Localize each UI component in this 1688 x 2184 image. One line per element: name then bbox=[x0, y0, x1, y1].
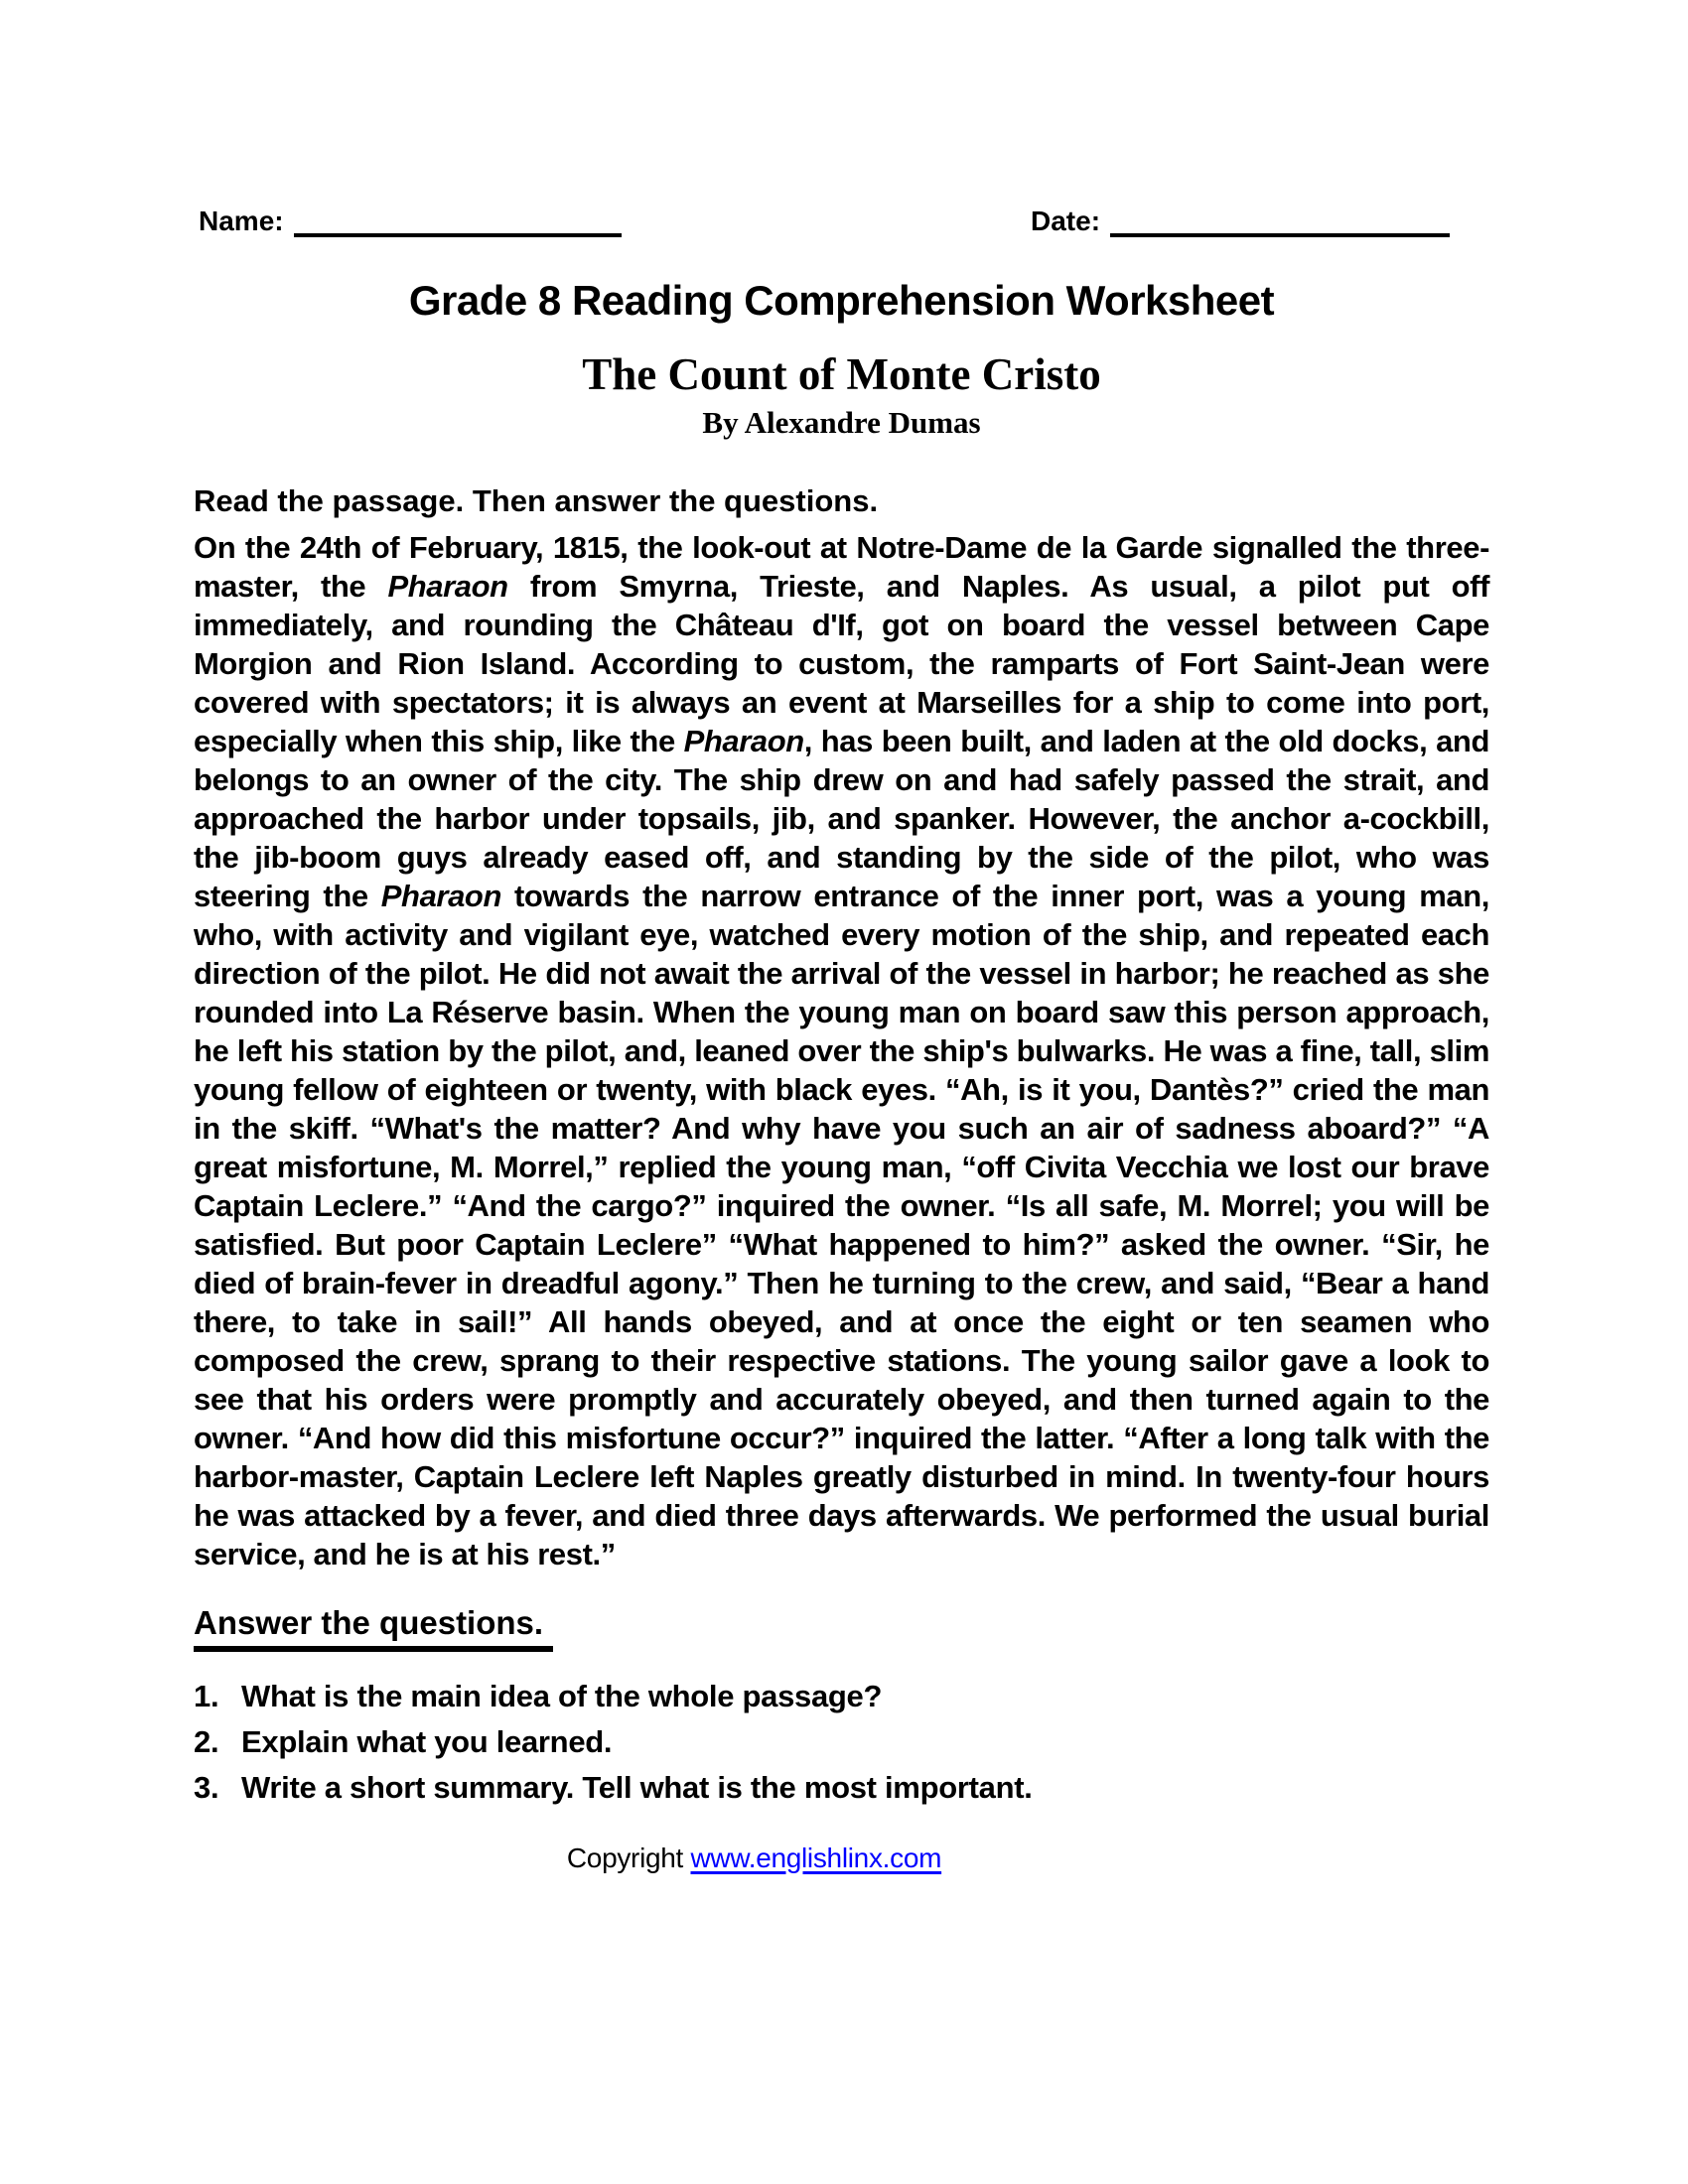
name-label: Name: bbox=[199, 205, 284, 236]
passage-segment: , has been built, and laden at the old docks, and belongs to an owner of the city. The ship drew on and had safely passed the strait, and approached the harbor under topsails, jib, and spanker. However, the anchor a-cockbill, the jib-boom guys already eased off, and standing by the side of the pilot, who was steering the bbox=[194, 723, 1489, 913]
answer-heading: Answer the questions. bbox=[194, 1603, 553, 1652]
worksheet-title: Grade 8 Reading Comprehension Worksheet bbox=[408, 277, 1275, 324]
question-item bbox=[194, 1678, 1489, 1715]
date-field-group bbox=[1031, 204, 1450, 237]
question-list bbox=[194, 1678, 1489, 1807]
question-number: 2. bbox=[194, 1723, 219, 1759]
passage-italic-term: Pharaon bbox=[683, 723, 804, 758]
footer bbox=[106, 1843, 1402, 1874]
passage-italic-term: Pharaon bbox=[387, 568, 508, 604]
question-number: 1. bbox=[194, 1678, 219, 1713]
passage-italic-term: Pharaon bbox=[380, 878, 501, 913]
name-blank-line bbox=[294, 204, 622, 237]
question-item bbox=[194, 1769, 1489, 1807]
question-text: Explain what you learned. bbox=[241, 1723, 613, 1759]
name-date-row bbox=[194, 204, 1489, 247]
question-number: 3. bbox=[194, 1769, 219, 1805]
question-item bbox=[194, 1723, 1489, 1761]
passage-segment: towards the narrow entrance of the inner port, was a young man, who, with activity and vigilant eye, watched every motion of the ship, and repeated each direction of the pilot. He did not await the arrival of the vessel in harbor; he reached as she rounded into La Réserve basin. When the young man on board saw this person approach, he left his station by the pilot, and, leaned over the ship's bulwarks. He was a fine, tall, slim young fellow of eighteen or twenty, with black eyes. “Ah, is it you, Dantès?” cried the man in the skiff. “What's the matter? And why have you such an air of sadness aboard?” “A great misfortune, M. Morrel,” replied the young man, “off Civita Vecchia we lost our brave Captain Leclere.” “And the cargo?” inquired the owner. “Is all safe, M. Morrel; you will be satisfied. But poor Captain Leclere” “What happened to him?” asked the owner. “Sir, he died of brain-fever in dreadful agony.” Then he turning to the crew, and said, “Bear a hand there, to take in sail!” All hands obeyed, and at once the eight or ten seamen who composed the crew, sprang to their respective stations. The young sailor gave a look to see that his orders were promptly and accurately obeyed, and then turned again to the owner. “And how did this misfortune occur?” inquired the latter. “After a long talk with the harbor-master, Captain Leclere left Naples greatly disturbed in mind. In twenty-four hours he was attacked by a fever, and died three days afterwards. We performed the usual burial service, and he is at his rest.” bbox=[194, 878, 1489, 1571]
name-field-group bbox=[199, 204, 622, 237]
date-blank-line bbox=[1110, 204, 1450, 237]
passage-title: The Count of Monte Cristo bbox=[582, 349, 1101, 400]
answer-heading-wrap bbox=[194, 1603, 1489, 1652]
passage-segment: On the 24th of February, 1815, the look-out at Notre-Dame de la Garde signalled the three-master, the bbox=[194, 529, 1489, 604]
question-text: What is the main idea of the whole passage? bbox=[241, 1678, 883, 1713]
instructions-text: Read the passage. Then answer the questions. bbox=[194, 482, 879, 518]
copyright-label: Copyright bbox=[566, 1842, 684, 1873]
author-byline: By Alexandre Dumas bbox=[702, 404, 981, 440]
date-label: Date: bbox=[1031, 205, 1101, 236]
passage-text bbox=[194, 528, 1489, 1573]
question-text: Write a short summary. Tell what is the most important. bbox=[241, 1769, 1033, 1805]
copyright-link[interactable]: www.englishlinx.com bbox=[690, 1842, 942, 1873]
passage-segment: from Smyrna, Trieste, and Naples. As usual, a pilot put off immediately, and rounding the Château d'If, got on board the vessel between Cape Morgion and Rion Island. According to custom, the ramparts of Fort Saint-Jean were covered with spectators; it is always an event at Marseilles for a ship to come into port, especially when this ship, like the bbox=[194, 568, 1489, 758]
